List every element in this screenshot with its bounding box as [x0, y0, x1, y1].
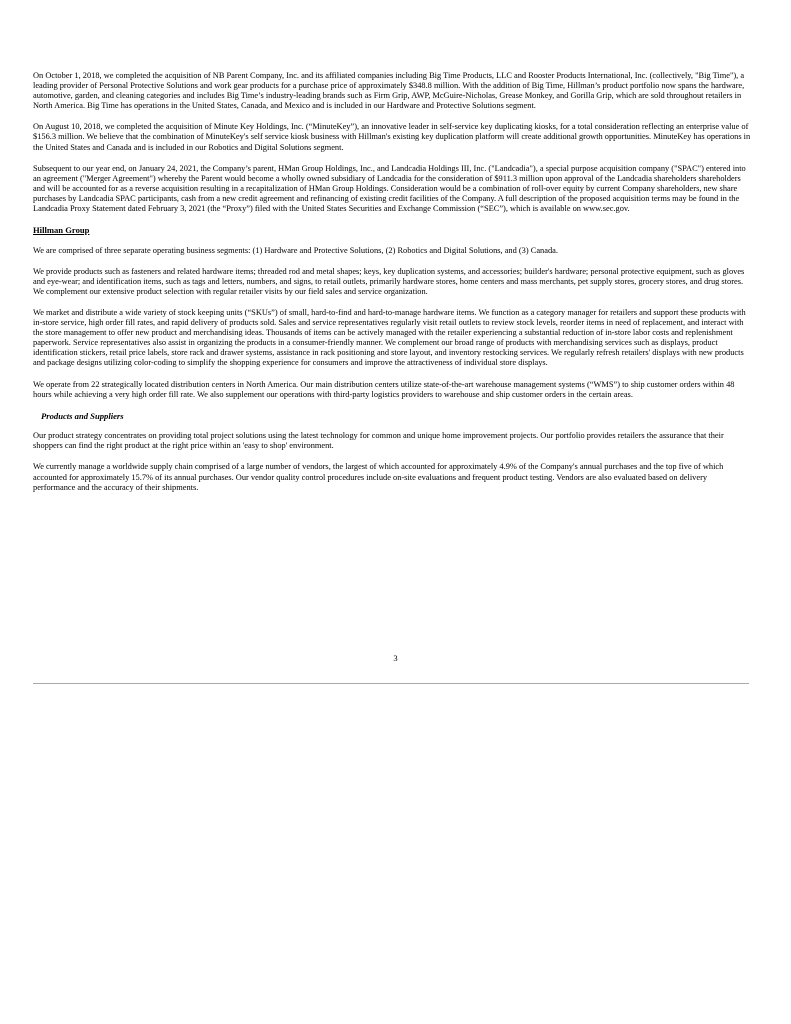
- subsection-heading-products-suppliers: Products and Suppliers: [41, 410, 124, 421]
- document-page: [33, 71, 751, 504]
- paragraph-landcadia-merger: Subsequent to our year end, on January 24, 2021, the Company’s parent, HMan Group Holdings, Inc., and Landcadia Holdings III, Inc. ("Landcadia"), a special purpose acquisition company ("SPAC") entered into an agreement ("Merger Agreement") whereby the Parent would become a wholly owned subsidiary of Landcadia for the consideration of $911.3 million upon approval of the Landcadia shareholders shareholders and will be accounted for as a reverse acquisition resulting in a recapitalization of HMan Group Holdings. Consideration would be a combination of roll-over equity by current Company shareholders, new share purchases by Landcadia SPAC participants, cash from a new credit agreement and refinancing of existing credit facilities of the Company. A full description of the proposed acquisition terms may be found in the Landcadia Proxy Statement dated February 3, 2021 (the “Proxy”) filed with the United States Securities and Exchange Commission (“SEC”), which is available on www.sec.gov.: [33, 163, 746, 214]
- section-heading-hillman-group: Hillman Group: [33, 225, 90, 236]
- paragraph-supply-chain: We currently manage a worldwide supply chain comprised of a large number of vendors, the largest of which accounted for approximately 4.9% of the Company's annual purchases and the top five of which accounted for approximately 15.7% of its annual purchases. Our vendor quality control procedures include on-site evaluations and frequent product testing. Vendors are also evaluated based on delivery performance and the accuracy of their shipments.: [33, 462, 724, 492]
- paragraph-business-segments: We are comprised of three separate operating business segments: (1) Hardware and Protective Solutions, (2) Robotics and Digital Solutions, and (3) Canada.: [33, 245, 558, 255]
- paragraph-products-provided: We provide products such as fasteners and related hardware items; threaded rod and metal shapes; keys, key duplication systems, and accessories; builder's hardware; personal protective equipment, such as gloves and eye-wear; and identification items, such as tags and letters, numbers, and signs, to retail outlets, primarily hardware stores, home centers and mass merchants, pet supply stores, grocery stores, and drug stores. We complement our extensive product selection with regular retailer visits by our field sales and service organization.: [33, 266, 745, 296]
- page-number: 3: [393, 653, 398, 663]
- paragraph-distribution-centers: We operate from 22 strategically located distribution centers in North America. Our main distribution centers utilize state-of-the-art warehouse management systems (“WMS”) to ship customer orders within 48 hours while achieving a very high order fill rate. We also supplement our operations with third-party logistics providers to warehouse and ship customer orders in the certain areas.: [33, 379, 735, 399]
- paragraph-big-time-acquisition: On October 1, 2018, we completed the acquisition of NB Parent Company, Inc. and its affiliated companies including Big Time Products, LLC and Rooster Products International, Inc. (collectively, "Big Time"), a leading provider of Personal Protective Solutions and work gear products for a purchase price of approximately $348.8 million. With the addition of Big Time, Hillman’s product portfolio now spans the hardware, automotive, garden, and cleaning categories and includes Big Time’s industry-leading brands such as Firm Grip, AWP, McGuire-Nicholas, Grease Monkey, and Gorilla Grip, which are sold throughout retailers in North America. Big Time has operations in the United States, Canada, and Mexico and is included in our Hardware and Protective Solutions segment.: [33, 71, 745, 111]
- paragraph-minutekey-acquisition: On August 10, 2018, we completed the acquisition of Minute Key Holdings, Inc. (“MinuteKey”), an innovative leader in self-service key duplicating kiosks, for a total consideration reflecting an enterprise value of $156.3 million. We believe that the combination of MinuteKey's self service kiosk business with Hillman's existing key duplication platform will create additional growth opportunities. MinuteKey has operations in the United States and Canada and is included in our Robotics and Digital Solutions segment.: [33, 122, 751, 152]
- paragraph-product-strategy: Our product strategy concentrates on providing total project solutions using the latest technology for common and unique home improvement projects. Our portfolio provides retailers the assurance that their shoppers can find the right product at the right price within an 'easy to shop' environment.: [33, 431, 724, 451]
- paragraph-category-management: We market and distribute a wide variety of stock keeping units (“SKUs”) of small, hard-to-find and hard-to-manage hardware items. We function as a category manager for retailers and support these products with in-store service, high order fill rates, and rapid delivery of products sold. Sales and service representatives regularly visit retail outlets to review stock levels, reorder items in need of replacement, and interact with the store management to offer new product and merchandising ideas. Thousands of items can be actively managed with the retailer experiencing a substantial reduction of in-store labor costs and replenishment paperwork. Service representatives also assist in organizing the products in a consumer-friendly manner. We complement our broad range of products with merchandising services such as displays, product identification stickers, retail price labels, store rack and drawer systems, assistance in rack positioning and store layout, and inventory restocking services. We regularly refresh retailers' displays with new products and package designs utilizing color-coding to simplify the shopping experience for consumers and improve the attractiveness of individual store displays.: [33, 308, 746, 368]
- page-divider: [33, 683, 749, 684]
